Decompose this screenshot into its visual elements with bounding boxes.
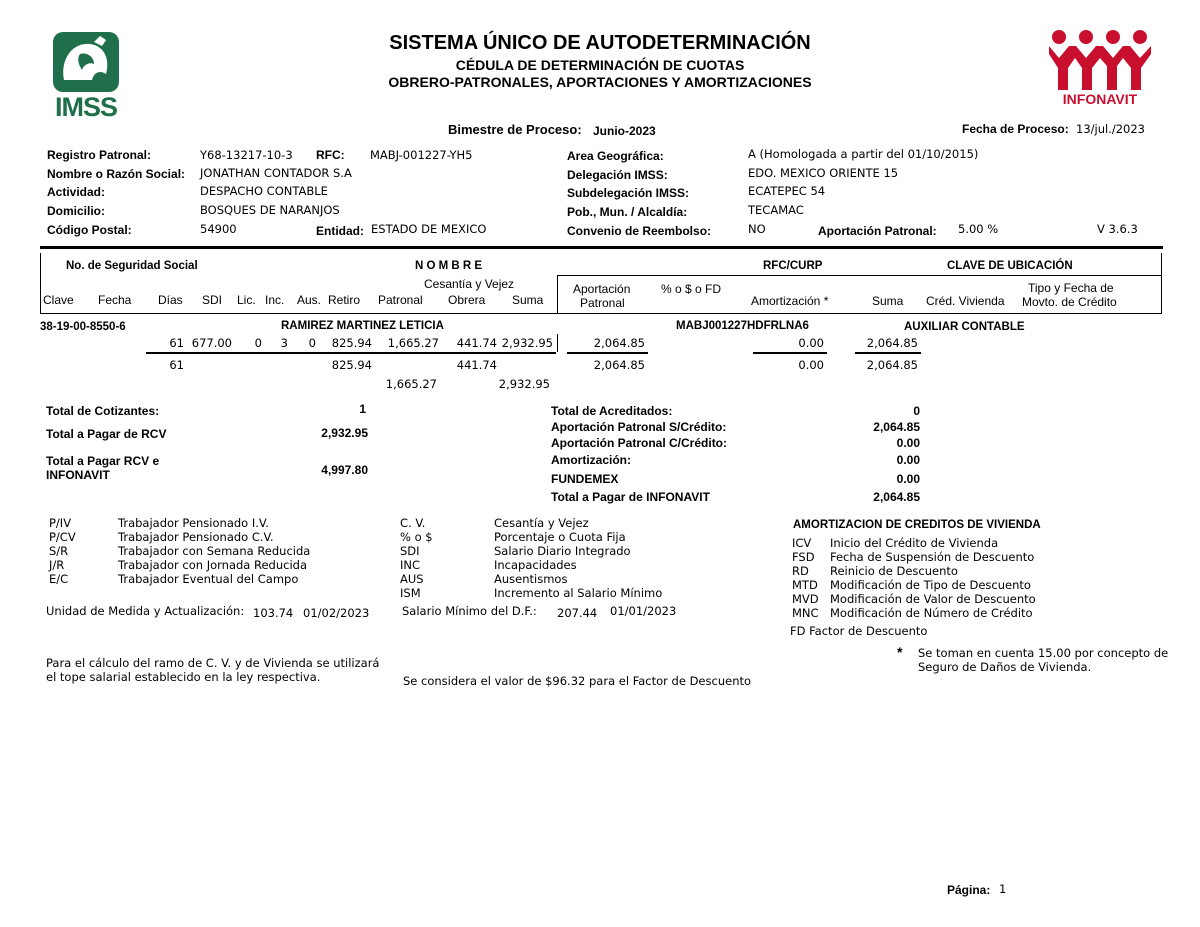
- subtotal-obrera: 441.74: [456, 358, 497, 372]
- legend-code: MVD: [792, 592, 819, 606]
- worker-suma: 2,932.95: [501, 336, 553, 350]
- legend-code: MNC: [792, 606, 819, 620]
- worker-nss: 38-19-00-8550-6: [40, 321, 126, 333]
- col-clave: Clave: [43, 293, 74, 307]
- col-aportacion-1: Aportación: [573, 282, 631, 296]
- legend-code: MTD: [792, 578, 818, 592]
- amortizacion-total-value: 0.00: [896, 453, 920, 467]
- legend-code: SDI: [400, 544, 420, 558]
- legend-code: S/R: [49, 544, 69, 558]
- total-rcv-value: 2,932.95: [321, 426, 368, 440]
- legend-code: ISM: [400, 586, 421, 600]
- legend-desc: Inicio del Crédito de Vivienda: [830, 536, 999, 550]
- worker-aportacion: 2,064.85: [593, 336, 645, 350]
- subdelegacion-label: Subdelegación IMSS:: [567, 186, 690, 200]
- subtotal-rule-2: [567, 352, 648, 354]
- legend-desc: Incapacidades: [494, 558, 577, 572]
- col-cred-vivienda: Créd. Vivienda: [926, 294, 1005, 308]
- registro-label: Registro Patronal:: [47, 148, 152, 162]
- total-cotizantes-label: Total de Cotizantes:: [46, 404, 160, 418]
- legend-desc: Salario Diario Integrado: [494, 544, 631, 558]
- legend-code: P/IV: [49, 516, 72, 530]
- infonavit-logo: [1045, 28, 1155, 108]
- legend-code: C. V.: [400, 516, 426, 530]
- note-cv-line-1: Para el cálculo del ramo de C. V. y de Vivienda se utilizará: [46, 656, 380, 670]
- note-factor-descuento: Se considera el valor de $96.32 para el Factor de Descuento: [403, 674, 752, 688]
- subtotal-patronal: 1,665.27: [385, 377, 437, 391]
- subtotal-rule-3: [753, 352, 827, 354]
- col-nombre: N O M B R E: [415, 260, 483, 272]
- aport-con-credito-label: Aportación Patronal C/Crédito:: [551, 436, 728, 450]
- fecha-proceso-value: 13/jul./2023: [1076, 122, 1145, 136]
- worker-dias: 61: [169, 336, 184, 350]
- nombre-value: JONATHAN CONTADOR S.A: [200, 166, 352, 180]
- note-star: *: [897, 644, 903, 660]
- uma-date: 01/02/2023: [303, 606, 370, 620]
- domicilio-value: BOSQUES DE NARANJOS: [200, 203, 340, 217]
- amort-title: AMORTIZACION DE CREDITOS DE VIVIENDA: [793, 519, 1041, 531]
- legend-desc: Trabajador Eventual del Campo: [118, 572, 299, 586]
- convenio-label: Convenio de Reembolso:: [567, 224, 712, 238]
- col-patronal: Patronal: [378, 293, 423, 307]
- col-tipo-1: Tipo y Fecha de: [1028, 281, 1114, 295]
- col-fecha: Fecha: [98, 293, 132, 307]
- legend-desc: Incremento al Salario Mínimo: [494, 586, 663, 600]
- col-nss: No. de Seguridad Social: [66, 260, 198, 272]
- total-rcv-inf-label-2: INFONAVIT: [46, 468, 110, 482]
- imss-logo: [50, 30, 122, 126]
- total-rcv-inf-value: 4,997.80: [321, 463, 368, 477]
- worker-row-bar: [557, 334, 558, 352]
- smdf-value: 207.44: [557, 606, 598, 620]
- worker-retiro: 825.94: [331, 336, 372, 350]
- col-suma-2: Suma: [872, 294, 904, 308]
- col-rfc-curp: RFC/CURP: [763, 260, 823, 272]
- col-dias: Días: [158, 293, 183, 307]
- convenio-value: NO: [748, 222, 766, 236]
- total-infonavit-label: Total a Pagar de INFONAVIT: [551, 490, 710, 504]
- legend-desc: Reinicio de Descuento: [830, 564, 958, 578]
- domicilio-label: Domicilio:: [47, 204, 106, 218]
- col-aportacion-2: Patronal: [580, 296, 625, 310]
- page-number: 1: [999, 882, 1007, 896]
- subtotal-dias: 61: [169, 358, 184, 372]
- uma-value: 103.74: [253, 606, 294, 620]
- fecha-proceso-label: Fecha de Proceso:: [962, 122, 1069, 136]
- legend-desc: Trabajador con Semana Reducida: [118, 544, 311, 558]
- legend-desc: Trabajador con Jornada Reducida: [118, 558, 308, 572]
- aportacion-value: 5.00 %: [958, 222, 999, 236]
- legend-desc: Trabajador Pensionado C.V.: [118, 530, 274, 544]
- legend-desc: Modificación de Número de Crédito: [830, 606, 1033, 620]
- legend-desc: Fecha de Suspensión de Descuento: [830, 550, 1035, 564]
- col-amortizacion: Amortización *: [751, 294, 829, 308]
- rfc-value: MABJ-001227-YH5: [370, 148, 473, 162]
- legend-code: P/CV: [49, 530, 76, 544]
- legend-desc: Modificación de Tipo de Descuento: [830, 578, 1031, 592]
- legend-code: RD: [792, 564, 809, 578]
- cp-value: 54900: [200, 222, 237, 236]
- total-cotizantes-value: 1: [359, 402, 366, 416]
- aportacion-label: Aportación Patronal:: [818, 224, 937, 238]
- header-divider: [40, 246, 1163, 249]
- legend-code: % o $: [400, 530, 433, 544]
- worker-lic: 0: [254, 336, 262, 350]
- page-subtitle-2: OBRERO-PATRONALES, APORTACIONES Y AMORTIZACIONES: [388, 74, 812, 90]
- entidad-value: ESTADO DE MEXICO: [371, 222, 487, 236]
- nombre-label: Nombre o Razón Social:: [47, 167, 186, 181]
- worker-inc: 3: [280, 336, 288, 350]
- smdf-label: Salario Mínimo del D.F.:: [402, 604, 537, 618]
- col-cesantia: Cesantía y Vejez: [424, 277, 515, 291]
- legend-code: FSD: [792, 550, 815, 564]
- legend-desc: Trabajador Pensionado I.V.: [118, 516, 269, 530]
- delegacion-label: Delegación IMSS:: [567, 168, 668, 182]
- legend-desc: Cesantía y Vejez: [494, 516, 589, 530]
- infonavit-logo-text: INFONAVIT: [1062, 91, 1138, 107]
- col-suma: Suma: [512, 293, 544, 307]
- smdf-date: 01/01/2023: [610, 604, 677, 618]
- aport-sin-credito-label: Aportación Patronal S/Crédito:: [551, 420, 727, 434]
- worker-nombre: RAMIREZ MARTINEZ LETICIA: [281, 320, 444, 332]
- col-retiro: Retiro: [328, 293, 361, 307]
- registro-value: Y68-13217-10-3: [200, 148, 293, 162]
- page-subtitle-1: CÉDULA DE DETERMINACIÓN DE CUOTAS: [455, 57, 745, 73]
- column-header-inner-divider: [557, 275, 558, 314]
- fd-legend: FD Factor de Descuento: [790, 624, 928, 638]
- cp-label: Código Postal:: [47, 223, 132, 237]
- total-rcv-label: Total a Pagar de RCV: [46, 427, 167, 441]
- note-seguro-line-2: Seguro de Daños de Vivienda.: [918, 660, 1092, 674]
- fundemex-value: 0.00: [896, 472, 920, 486]
- pob-value: TECAMAC: [748, 203, 804, 217]
- worker-amortizacion: 0.00: [798, 336, 824, 350]
- subtotal-suma-2: 2,064.85: [866, 358, 918, 372]
- aport-sin-credito-value: 2,064.85: [873, 420, 920, 434]
- col-aus: Aus.: [297, 293, 322, 307]
- pob-label: Pob., Mun. / Alcaldía:: [567, 205, 688, 219]
- col-obrera: Obrera: [448, 293, 486, 307]
- total-acreditados-label: Total de Acreditados:: [551, 404, 673, 418]
- legend-desc: Modificación de Valor de Descuento: [830, 592, 1036, 606]
- legend-desc: Ausentismos: [494, 572, 568, 586]
- worker-rfc: MABJ001227HDFRLNA6: [676, 320, 809, 332]
- aport-con-credito-value: 0.00: [896, 436, 920, 450]
- amortizacion-total-label: Amortización:: [551, 453, 632, 467]
- note-seguro-line-1: Se toman en cuenta 15.00 por concepto de: [918, 646, 1169, 660]
- legend-code: ICV: [792, 536, 812, 550]
- col-lic: Lic.: [237, 293, 256, 307]
- worker-obrera: 441.74: [456, 336, 497, 350]
- subtotal-aportacion: 2,064.85: [593, 358, 645, 372]
- legend-code: INC: [400, 558, 421, 572]
- page-label: Página:: [947, 883, 991, 897]
- legend-desc: Porcentaje o Cuota Fija: [494, 530, 626, 544]
- col-sdi: SDI: [202, 293, 223, 307]
- col-inc: Inc.: [265, 293, 285, 307]
- delegacion-value: EDO. MEXICO ORIENTE 15: [748, 166, 899, 180]
- legend-code: E/C: [49, 572, 69, 586]
- total-infonavit-value: 2,064.85: [873, 490, 920, 504]
- entidad-label: Entidad:: [316, 224, 364, 238]
- total-acreditados-value: 0: [913, 404, 920, 418]
- uma-label: Unidad de Medida y Actualización:: [46, 604, 245, 618]
- col-tipo-2: Movto. de Crédito: [1022, 295, 1117, 309]
- version-label: V 3.6.3: [1097, 222, 1138, 236]
- column-header-top-rule: [557, 275, 1162, 276]
- worker-patronal: 1,665.27: [387, 336, 439, 350]
- actividad-value: DESPACHO CONTABLE: [200, 184, 328, 198]
- col-pct: % o $ o FD: [661, 282, 722, 296]
- rfc-label: RFC:: [316, 148, 345, 162]
- subtotal-suma: 2,932.95: [498, 377, 550, 391]
- subtotal-rule-1: [146, 352, 556, 354]
- actividad-label: Actividad:: [47, 185, 106, 199]
- area-label: Area Geográfica:: [567, 149, 664, 163]
- total-rcv-inf-label-1: Total a Pagar RCV e: [46, 454, 160, 468]
- subtotal-retiro: 825.94: [331, 358, 372, 372]
- area-value: A (Homologada a partir del 01/10/2015): [748, 147, 979, 161]
- worker-ubicacion: AUXILIAR CONTABLE: [904, 321, 1025, 333]
- col-clave-ubicacion: CLAVE DE UBICACIÓN: [947, 260, 1073, 272]
- legend-code: J/R: [49, 558, 65, 572]
- bimestre-label: Bimestre de Proceso:: [448, 122, 582, 137]
- bimestre-value: Junio-2023: [593, 124, 656, 138]
- worker-aus: 0: [308, 336, 316, 350]
- note-cv-line-2: el tope salarial establecido en la ley respectiva.: [46, 670, 321, 684]
- legend-code: AUS: [400, 572, 424, 586]
- subtotal-rule-4: [855, 352, 921, 354]
- page-title: SISTEMA ÚNICO DE AUTODETERMINACIÓN: [389, 32, 811, 54]
- fundemex-label: FUNDEMEX: [551, 472, 619, 486]
- imss-logo-text: IMSS: [54, 92, 117, 122]
- subdelegacion-value: ECATEPEC 54: [748, 184, 826, 198]
- worker-sdi: 677.00: [191, 336, 232, 350]
- subtotal-amortizacion: 0.00: [798, 358, 824, 372]
- worker-suma-2: 2,064.85: [866, 336, 918, 350]
